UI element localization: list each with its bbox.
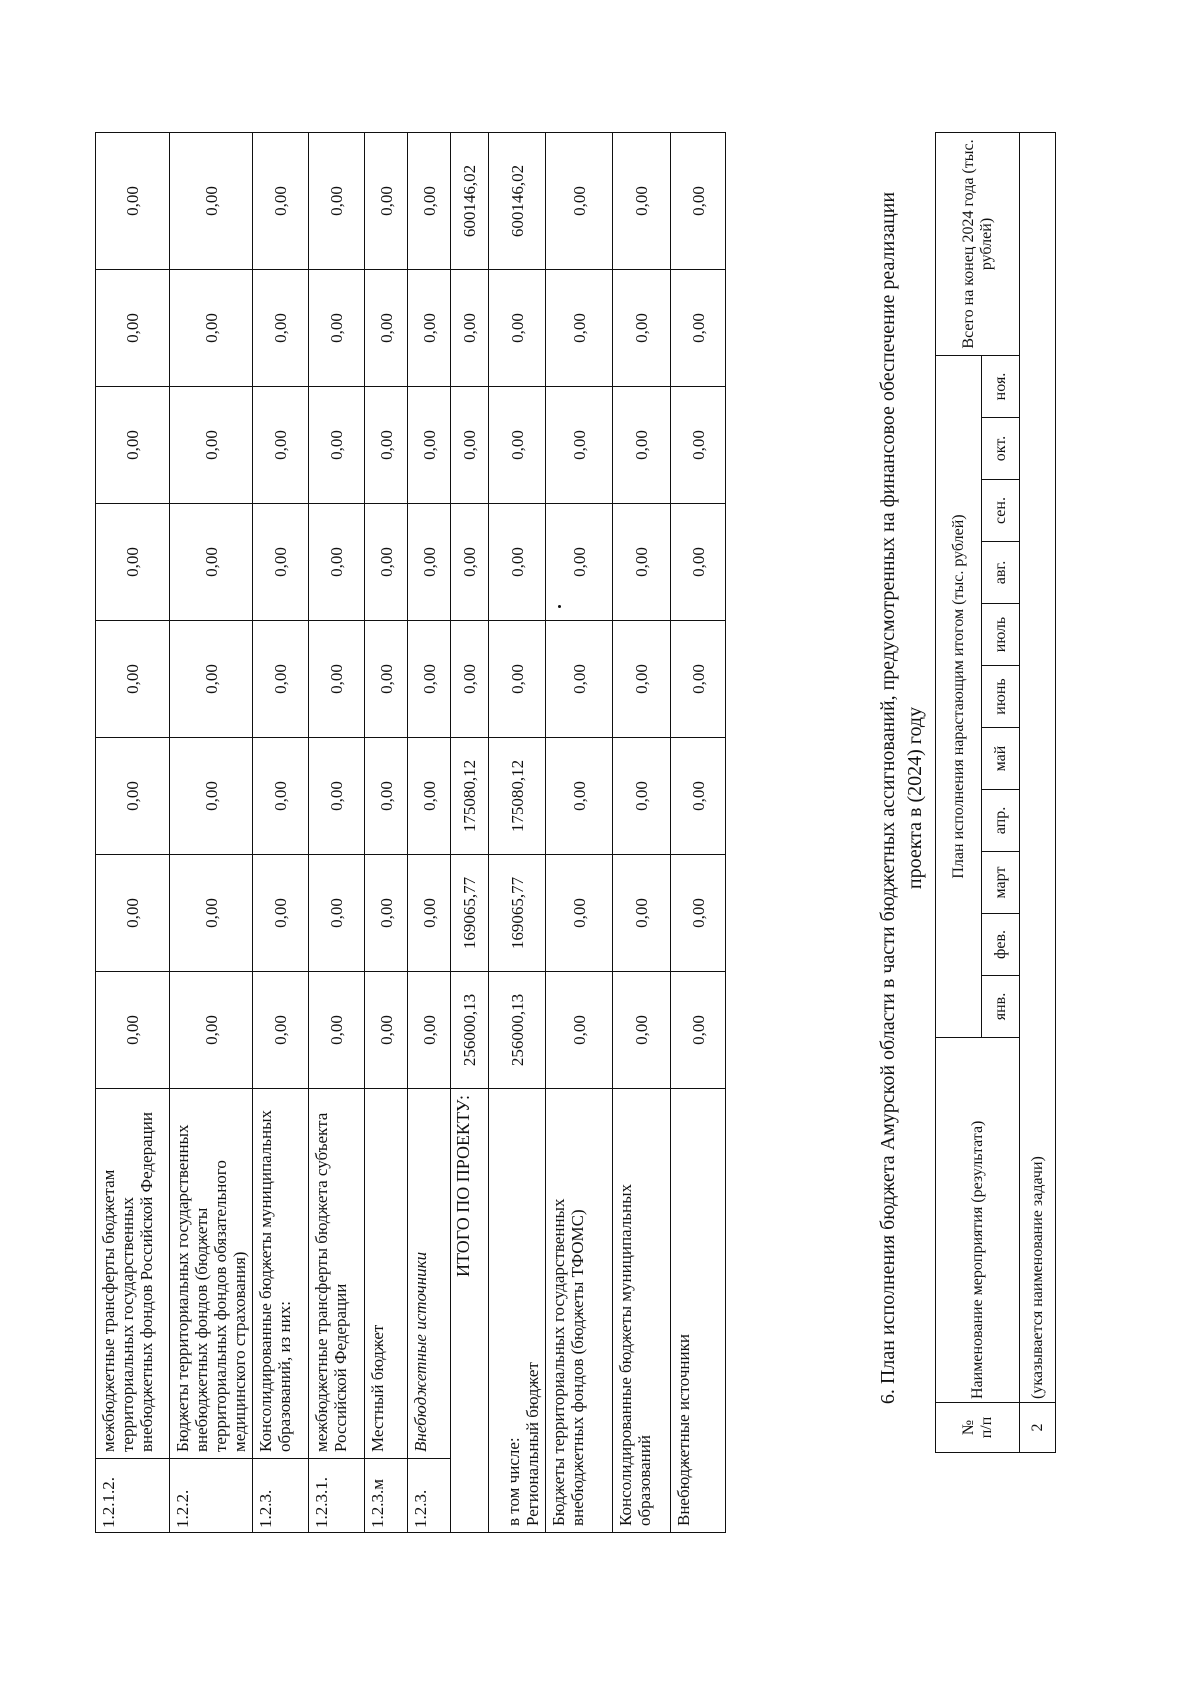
row-code: 1.2.3.1. bbox=[309, 1459, 365, 1533]
value-cell: 0,00 bbox=[671, 387, 726, 504]
section-heading-line2: проекта в (2024) году bbox=[904, 706, 926, 890]
table-row bbox=[309, 133, 365, 1533]
breakdown-name: в том числе: Региональный бюджет bbox=[489, 1089, 546, 1533]
value-cell: 0,00 bbox=[170, 387, 253, 504]
value-cell: 0,00 bbox=[613, 504, 671, 621]
value-cell: 0,00 bbox=[96, 855, 170, 972]
total-value: 0,00 bbox=[451, 270, 489, 387]
header-row bbox=[936, 132, 982, 1452]
row-name: межбюджетные трансферты бюджетам территориальных государственных внебюджетных фондов Российской Федерации bbox=[96, 1089, 170, 1459]
value-cell: 0,00 bbox=[613, 133, 671, 270]
total-value: 169065,77 bbox=[451, 855, 489, 972]
value-cell: 0,00 bbox=[309, 504, 365, 621]
month-header: апр. bbox=[982, 790, 1020, 852]
financing-table bbox=[95, 132, 726, 1533]
section-heading-line1: 6. План исполнения бюджета Амурской области в части бюджетных ассигнований, предусмотренных на финансовое обеспечение реализации bbox=[877, 191, 899, 1405]
value-cell: 0,00 bbox=[96, 621, 170, 738]
month-header: май bbox=[982, 728, 1020, 790]
value-cell: 0,00 bbox=[253, 133, 309, 270]
value-cell: 0,00 bbox=[309, 855, 365, 972]
value-cell: 0,00 bbox=[309, 133, 365, 270]
value-cell: 0,00 bbox=[546, 855, 613, 972]
value-cell: 0,00 bbox=[96, 504, 170, 621]
breakdown-row bbox=[671, 133, 726, 1533]
value-cell: 0,00 bbox=[408, 972, 451, 1089]
value-cell: 0,00 bbox=[309, 270, 365, 387]
value-cell: 0,00 bbox=[613, 270, 671, 387]
value-cell: 0,00 bbox=[253, 855, 309, 972]
value-cell: 0,00 bbox=[170, 972, 253, 1089]
task-row bbox=[1020, 132, 1056, 1452]
value-cell: 0,00 bbox=[408, 504, 451, 621]
value-cell: 0,00 bbox=[365, 387, 408, 504]
total-label: ИТОГО ПО ПРОЕКТУ: bbox=[451, 1089, 489, 1533]
value-cell: 0,00 bbox=[365, 270, 408, 387]
value-cell: 0,00 bbox=[489, 270, 546, 387]
plan-header: План исполнения нарастающим итогом (тыс. рублей) bbox=[936, 355, 982, 1037]
value-cell: 0,00 bbox=[96, 972, 170, 1089]
total-value: 0,00 bbox=[451, 621, 489, 738]
value-cell: 256000,13 bbox=[489, 972, 546, 1089]
month-header: март bbox=[982, 852, 1020, 914]
value-cell: 0,00 bbox=[408, 738, 451, 855]
row-name: межбюджетные трансферты бюджета субъекта Российской Федерации bbox=[309, 1089, 365, 1459]
section-heading bbox=[875, 133, 929, 1463]
value-cell: 0,00 bbox=[96, 270, 170, 387]
value-cell: 0,00 bbox=[365, 855, 408, 972]
value-cell: 0,00 bbox=[170, 133, 253, 270]
value-cell: 0,00 bbox=[253, 270, 309, 387]
value-cell: 0,00 bbox=[546, 738, 613, 855]
value-cell: 0,00 bbox=[671, 504, 726, 621]
value-cell: 0,00 bbox=[408, 387, 451, 504]
total-value: 256000,13 bbox=[451, 972, 489, 1089]
task-number: 2 bbox=[1020, 1403, 1056, 1453]
col-name-header: Наименование мероприятия (результата) bbox=[936, 1038, 1020, 1403]
value-cell: 0,00 bbox=[309, 972, 365, 1089]
total-value: 0,00 bbox=[451, 387, 489, 504]
table-row bbox=[408, 133, 451, 1533]
value-cell: 0,00 bbox=[170, 621, 253, 738]
row-code: 1.2.1.2. bbox=[96, 1459, 170, 1533]
value-cell: 0,00 bbox=[546, 621, 613, 738]
value-cell: 0,00 bbox=[613, 387, 671, 504]
value-cell: 0,00 bbox=[253, 738, 309, 855]
row-name: Местный бюджет bbox=[365, 1089, 408, 1459]
row-code: 1.2.3. bbox=[253, 1459, 309, 1533]
value-cell: 0,00 bbox=[170, 738, 253, 855]
total-value: 600146,02 bbox=[451, 133, 489, 270]
table-row bbox=[253, 133, 309, 1533]
value-cell: 0,00 bbox=[489, 621, 546, 738]
value-cell: 0,00 bbox=[613, 738, 671, 855]
row-name: Консолидированные бюджеты муниципальных образований, из них: bbox=[253, 1089, 309, 1459]
breakdown-name: Бюджеты территориальных государственных внебюджетных фондов (бюджеты ТФОМС) bbox=[546, 1089, 613, 1533]
value-cell: 0,00 bbox=[408, 855, 451, 972]
value-cell: 0,00 bbox=[671, 133, 726, 270]
month-header: июнь bbox=[982, 666, 1020, 728]
value-cell: 0,00 bbox=[253, 387, 309, 504]
month-header: фев. bbox=[982, 914, 1020, 976]
value-cell: 0,00 bbox=[546, 504, 613, 621]
breakdown-row bbox=[489, 133, 546, 1533]
value-cell: 0,00 bbox=[309, 738, 365, 855]
value-cell: 0,00 bbox=[253, 972, 309, 1089]
value-cell: 0,00 bbox=[671, 270, 726, 387]
month-header: окт. bbox=[982, 418, 1020, 480]
value-cell: 0,00 bbox=[546, 387, 613, 504]
value-cell: 600146,02 bbox=[489, 133, 546, 270]
value-cell: 0,00 bbox=[546, 270, 613, 387]
value-cell: 0,00 bbox=[365, 504, 408, 621]
month-header: авг. bbox=[982, 542, 1020, 604]
value-cell: 175080,12 bbox=[489, 738, 546, 855]
value-cell: 0,00 bbox=[365, 738, 408, 855]
row-code: 1.2.2. bbox=[170, 1459, 253, 1533]
value-cell: 0,00 bbox=[309, 387, 365, 504]
value-cell: 0,00 bbox=[365, 972, 408, 1089]
value-cell: 0,00 bbox=[546, 972, 613, 1089]
row-code: 1.2.3.м bbox=[365, 1459, 408, 1533]
value-cell: 0,00 bbox=[96, 738, 170, 855]
value-cell: 0,00 bbox=[671, 621, 726, 738]
row-name: Внебюджетные источники bbox=[408, 1089, 451, 1459]
value-cell: 0,00 bbox=[671, 738, 726, 855]
total-row bbox=[451, 133, 489, 1533]
breakdown-row bbox=[613, 133, 671, 1533]
value-cell: 0,00 bbox=[96, 133, 170, 270]
value-cell: 0,00 bbox=[408, 621, 451, 738]
value-cell: 0,00 bbox=[546, 133, 613, 270]
value-cell: 169065,77 bbox=[489, 855, 546, 972]
total-header: Всего на конец 2024 года (тыс. рублей) bbox=[936, 132, 1020, 355]
table-row bbox=[365, 133, 408, 1533]
month-header: июль bbox=[982, 604, 1020, 666]
total-value: 0,00 bbox=[451, 504, 489, 621]
row-name: Бюджеты территориальных государственных внебюджетных фондов (бюджеты территориальных фондов обязательного медицинского страхования) bbox=[170, 1089, 253, 1459]
value-cell: 0,00 bbox=[309, 621, 365, 738]
value-cell: 0,00 bbox=[365, 133, 408, 270]
month-header: сен. bbox=[982, 480, 1020, 542]
row-code: 1.2.3. bbox=[408, 1459, 451, 1533]
breakdown-row bbox=[546, 133, 613, 1533]
value-cell: 0,00 bbox=[365, 621, 408, 738]
value-cell: 0,00 bbox=[489, 504, 546, 621]
value-cell: 0,00 bbox=[253, 621, 309, 738]
value-cell: 0,00 bbox=[408, 133, 451, 270]
breakdown-name: Внебюджетные источники bbox=[671, 1089, 726, 1533]
value-cell: 0,00 bbox=[613, 855, 671, 972]
value-cell: 0,00 bbox=[671, 972, 726, 1089]
value-cell: 0,00 bbox=[170, 270, 253, 387]
value-cell: 0,00 bbox=[96, 387, 170, 504]
value-cell: 0,00 bbox=[170, 504, 253, 621]
month-header: янв. bbox=[982, 976, 1020, 1038]
value-cell: 0,00 bbox=[253, 504, 309, 621]
breakdown-name: Консолидированные бюджеты муниципальных образований bbox=[613, 1089, 671, 1533]
value-cell: 0,00 bbox=[489, 387, 546, 504]
task-name: (указывается наименование задачи) bbox=[1020, 132, 1056, 1402]
value-cell: 0,00 bbox=[613, 621, 671, 738]
value-cell: 0,00 bbox=[170, 855, 253, 972]
value-cell: 0,00 bbox=[613, 972, 671, 1089]
month-header: ноя. bbox=[982, 355, 1020, 417]
table-row bbox=[170, 133, 253, 1533]
execution-plan-table bbox=[935, 132, 1056, 1453]
value-cell: 0,00 bbox=[408, 270, 451, 387]
col-number-header: № п/п bbox=[936, 1403, 1020, 1453]
value-cell: 0,00 bbox=[671, 855, 726, 972]
table-row bbox=[96, 133, 170, 1533]
total-value: 175080,12 bbox=[451, 738, 489, 855]
